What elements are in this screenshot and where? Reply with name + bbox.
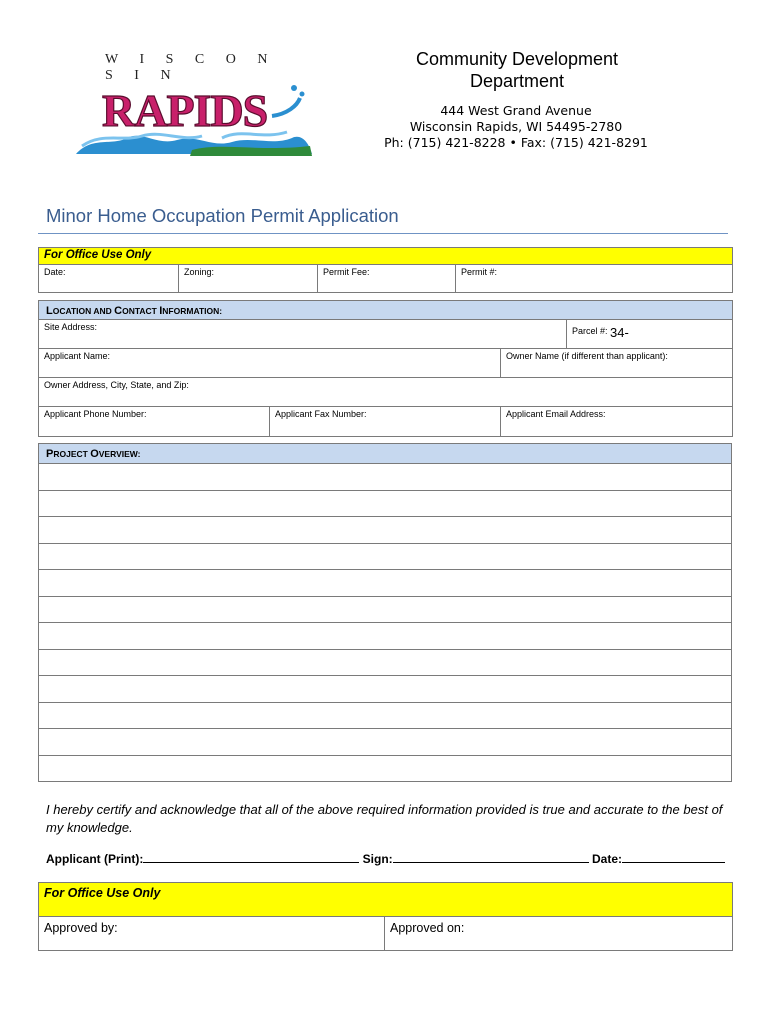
office-use-table-top <box>38 247 733 293</box>
project-overview-line[interactable] <box>39 543 732 570</box>
office-use-bottom-heading: For Office Use Only <box>39 883 733 917</box>
location-contact-table <box>38 300 733 437</box>
phone-fax: Ph: (715) 421-8228 • Fax: (715) 421-8291 <box>384 135 648 150</box>
parcel-number-field[interactable] <box>567 320 733 349</box>
applicant-print-label: Applicant (Print): <box>46 852 144 866</box>
office-permit-fee-field[interactable]: Permit Fee: <box>318 265 456 293</box>
office-zoning-field[interactable]: Zoning: <box>179 265 318 293</box>
project-overview-line[interactable] <box>39 490 732 517</box>
applicant-fax-field[interactable]: Applicant Fax Number: <box>270 407 501 437</box>
project-overview-line[interactable] <box>39 649 732 676</box>
owner-address-field[interactable]: Owner Address, City, State, and Zip: <box>39 378 733 407</box>
address-line-2: Wisconsin Rapids, WI 54495-2780 <box>409 119 623 134</box>
project-overview-line[interactable] <box>39 623 732 650</box>
project-overview-line[interactable] <box>39 517 732 544</box>
date-label: Date: <box>592 852 623 866</box>
applicant-email-field[interactable]: Applicant Email Address: <box>501 407 733 437</box>
applicant-phone-field[interactable]: Applicant Phone Number: <box>39 407 270 437</box>
project-overview-table <box>38 443 732 782</box>
logo-top-text: W I S C O N S I N <box>105 52 277 83</box>
office-use-heading: For Office Use Only <box>39 248 733 265</box>
project-overview-line[interactable] <box>39 596 732 623</box>
office-use-table-bottom <box>38 882 733 951</box>
project-overview-line[interactable] <box>39 464 732 491</box>
project-overview-line[interactable] <box>39 729 732 756</box>
project-overview-heading: PROJECT OVERVIEW: <box>39 444 732 464</box>
site-address-field[interactable]: Site Address: <box>39 320 567 349</box>
approved-by-field[interactable]: Approved by: <box>39 917 385 951</box>
project-overview-line[interactable] <box>39 570 732 597</box>
applicant-name-field[interactable]: Applicant Name: <box>39 349 501 378</box>
title-divider <box>38 233 728 234</box>
project-overview-line[interactable] <box>39 676 732 703</box>
sign-label: Sign: <box>362 852 393 866</box>
owner-name-field[interactable]: Owner Name (if different than applicant): <box>501 349 733 378</box>
rapids-logo <box>72 76 317 158</box>
form-title: Minor Home Occupation Permit Application <box>46 205 399 226</box>
date-field[interactable] <box>622 850 725 863</box>
approved-on-field[interactable]: Approved on: <box>385 917 733 951</box>
address-line-1: 444 West Grand Avenue <box>440 103 592 118</box>
department-address <box>360 103 672 151</box>
location-contact-heading: LOCATION AND CONTACT INFORMATION: <box>39 301 733 320</box>
office-date-field[interactable]: Date: <box>39 265 179 293</box>
sign-field[interactable] <box>393 850 589 863</box>
parcel-label: Parcel #: <box>572 326 608 336</box>
department-name: Community Development Department <box>415 49 619 91</box>
signature-line <box>46 850 736 866</box>
certification-statement: I hereby certify and acknowledge that all of the above required information provided is true and accurate to the best of my knowledge. <box>46 802 723 835</box>
project-overview-line[interactable] <box>39 755 732 782</box>
project-overview-line[interactable] <box>39 702 732 729</box>
office-permit-number-field[interactable]: Permit #: <box>456 265 733 293</box>
parcel-value: 34- <box>610 325 629 340</box>
logo-main-text: RAPIDS <box>102 85 268 136</box>
applicant-print-field[interactable] <box>143 850 359 863</box>
